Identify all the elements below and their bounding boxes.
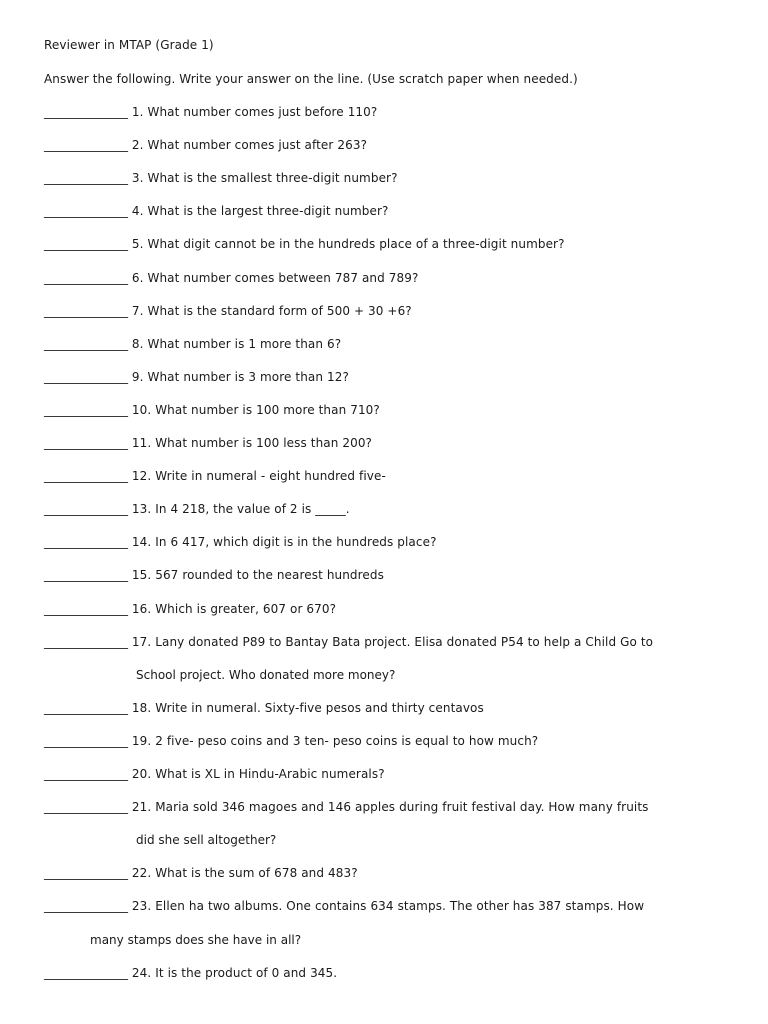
answer-blank: ______________ xyxy=(44,369,128,384)
question-15 xyxy=(44,567,384,583)
question-text: 1. What number comes just before 110? xyxy=(128,105,378,119)
question-text: 21. Maria sold 346 magoes and 146 apples during fruit festival day. How many fruits xyxy=(128,800,649,815)
answer-blank: ______________ xyxy=(44,402,128,417)
question-22 xyxy=(44,865,358,881)
question-text: 5. What digit cannot be in the hundreds place of a three-digit number? xyxy=(128,237,565,252)
question-text: 10. What number is 100 more than 710? xyxy=(128,402,380,417)
question-20 xyxy=(44,766,385,782)
question-text: 4. What is the largest three-digit number? xyxy=(128,204,389,219)
answer-blank: ______________ xyxy=(44,899,128,914)
question-4 xyxy=(44,203,389,219)
question-6 xyxy=(44,270,418,286)
answer-blank: ______________ xyxy=(44,535,128,550)
question-text: 22. What is the sum of 678 and 483? xyxy=(128,866,358,881)
answer-blank: ______________ xyxy=(44,469,128,484)
answer-blank: ______________ xyxy=(44,436,128,450)
question-21-continuation: did she sell altogether? xyxy=(136,833,277,848)
question-24 xyxy=(44,965,337,981)
question-23 xyxy=(44,898,644,914)
answer-blank: ______________ xyxy=(44,303,128,318)
question-12 xyxy=(44,468,386,484)
question-10 xyxy=(44,402,380,418)
question-17 xyxy=(44,634,653,650)
question-text: 16. Which is greater, 607 or 670? xyxy=(128,601,337,616)
question-text: 3. What is the smallest three-digit number? xyxy=(128,171,398,186)
answer-blank: ______________ xyxy=(44,171,128,186)
question-text: 24. It is the product of 0 and 345. xyxy=(128,965,338,980)
answer-blank: ______________ xyxy=(44,237,128,252)
question-8 xyxy=(44,336,341,352)
question-18 xyxy=(44,700,484,716)
question-7 xyxy=(44,303,412,319)
question-text: 23. Ellen ha two albums. One contains 634 stamps. The other has 387 stamps. How xyxy=(128,899,645,914)
question-text: 17. Lany donated P89 to Bantay Bata project. Elisa donated P54 to help a Child Go to xyxy=(128,634,654,649)
answer-blank: ______________ xyxy=(44,568,128,583)
question-text: 15. 567 rounded to the nearest hundreds xyxy=(128,568,384,583)
question-5 xyxy=(44,236,565,252)
worksheet-title: Reviewer in MTAP (Grade 1) xyxy=(44,38,214,52)
question-23-continuation: many stamps does she have in all? xyxy=(90,932,302,947)
question-text: 6. What number comes between 787 and 789? xyxy=(128,270,419,285)
question-19 xyxy=(44,733,538,749)
answer-blank: ______________ xyxy=(44,800,128,815)
question-text: 12. Write in numeral - eight hundred five- xyxy=(128,469,386,484)
question-text: 8. What number is 1 more than 6? xyxy=(128,336,342,351)
answer-blank: ______________ xyxy=(44,105,128,119)
answer-blank: ______________ xyxy=(44,502,128,517)
question-3 xyxy=(44,170,398,186)
question-14 xyxy=(44,534,437,550)
question-21 xyxy=(44,799,649,815)
question-text: 14. In 6 417, which digit is in the hundreds place? xyxy=(128,535,437,550)
question-16 xyxy=(44,601,336,617)
question-9 xyxy=(44,369,349,385)
question-text: 18. Write in numeral. Sixty-five pesos and thirty centavos xyxy=(128,700,484,715)
answer-blank: ______________ xyxy=(44,733,128,748)
question-text: 11. What number is 100 less than 200? xyxy=(128,436,373,450)
question-text: 20. What is XL in Hindu-Arabic numerals? xyxy=(128,767,385,781)
question-text: 19. 2 five- peso coins and 3 ten- peso coins is equal to how much? xyxy=(128,733,539,748)
answer-blank: ______________ xyxy=(44,767,128,781)
answer-blank: ______________ xyxy=(44,866,128,881)
question-text: 13. In 4 218, the value of 2 is _____. xyxy=(128,502,350,517)
question-text: 7. What is the standard form of 500 + 30 +6? xyxy=(128,303,412,318)
question-text: 9. What number is 3 more than 12? xyxy=(128,369,349,384)
answer-blank: ______________ xyxy=(44,138,128,153)
answer-blank: ______________ xyxy=(44,601,128,616)
answer-blank: ______________ xyxy=(44,965,128,980)
answer-blank: ______________ xyxy=(44,336,128,351)
question-2 xyxy=(44,137,367,153)
answer-blank: ______________ xyxy=(44,700,128,715)
answer-blank: ______________ xyxy=(44,204,128,219)
question-13 xyxy=(44,501,350,517)
question-11 xyxy=(44,435,372,451)
answer-blank: ______________ xyxy=(44,634,128,649)
question-17-continuation: School project. Who donated more money? xyxy=(136,667,396,682)
worksheet-instructions: Answer the following. Write your answer on the line. (Use scratch paper when needed.) xyxy=(44,72,578,86)
question-text: 2. What number comes just after 263? xyxy=(128,138,368,153)
answer-blank: ______________ xyxy=(44,270,128,285)
question-1 xyxy=(44,104,377,120)
